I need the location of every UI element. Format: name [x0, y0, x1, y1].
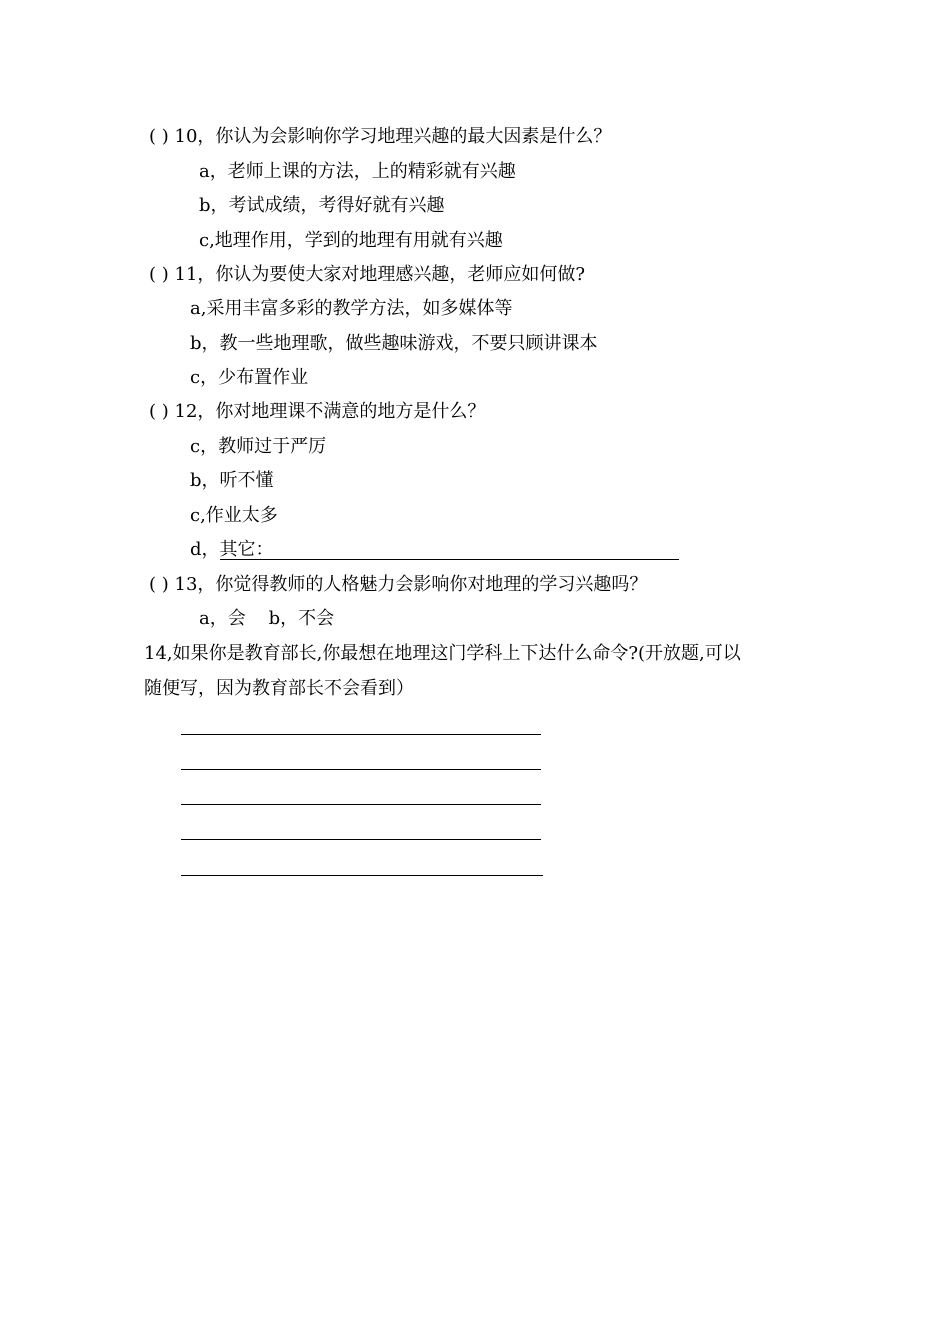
answer-line-4[interactable]	[181, 839, 541, 840]
answer-line-5[interactable]	[181, 875, 543, 876]
option-11-b: b，教一些地理歌，做些趣味游戏，不要只顾讲课本	[190, 333, 598, 354]
answer-line-2[interactable]	[181, 769, 541, 770]
answer-line-3[interactable]	[181, 804, 541, 805]
option-12-b: b，听不懂	[190, 470, 274, 491]
question-10: ( ) 10，你认为会影响你学习地理兴趣的最大因素是什么？	[149, 126, 612, 147]
question-14-line2: 随便写，因为教育部长不会看到）	[144, 678, 414, 699]
question-11: ( ) 11，你认为要使大家对地理感兴趣，老师应如何做?	[149, 264, 586, 285]
option-10-a: a，老师上课的方法，上的精彩就有兴趣	[199, 161, 516, 182]
question-12: ( ) 12，你对地理课不满意的地方是什么？	[149, 401, 486, 422]
answer-line-1[interactable]	[181, 734, 541, 735]
option-12-d: d，其它：	[190, 539, 274, 560]
option-11-c: c，少布置作业	[190, 367, 309, 388]
question-13: ( ) 13，你觉得教师的人格魅力会影响你对地理的学习兴趣吗？	[149, 574, 648, 595]
option-12-d-blank[interactable]	[220, 559, 679, 560]
option-10-c: c,地理作用，学到的地理有用就有兴趣	[199, 230, 503, 251]
option-11-a: a,采用丰富多彩的教学方法，如多媒体等	[190, 298, 513, 319]
option-12-c2: c,作业太多	[190, 505, 278, 526]
option-12-c: c，教师过于严厉	[190, 436, 327, 457]
option-10-b: b，考试成绩，考得好就有兴趣	[199, 195, 445, 216]
question-14-line1: 14,如果你是教育部长,你最想在地理这门学科上下达什么命令?(开放题,可以	[144, 643, 741, 664]
option-13-choices: a，会 b，不会	[199, 608, 335, 629]
